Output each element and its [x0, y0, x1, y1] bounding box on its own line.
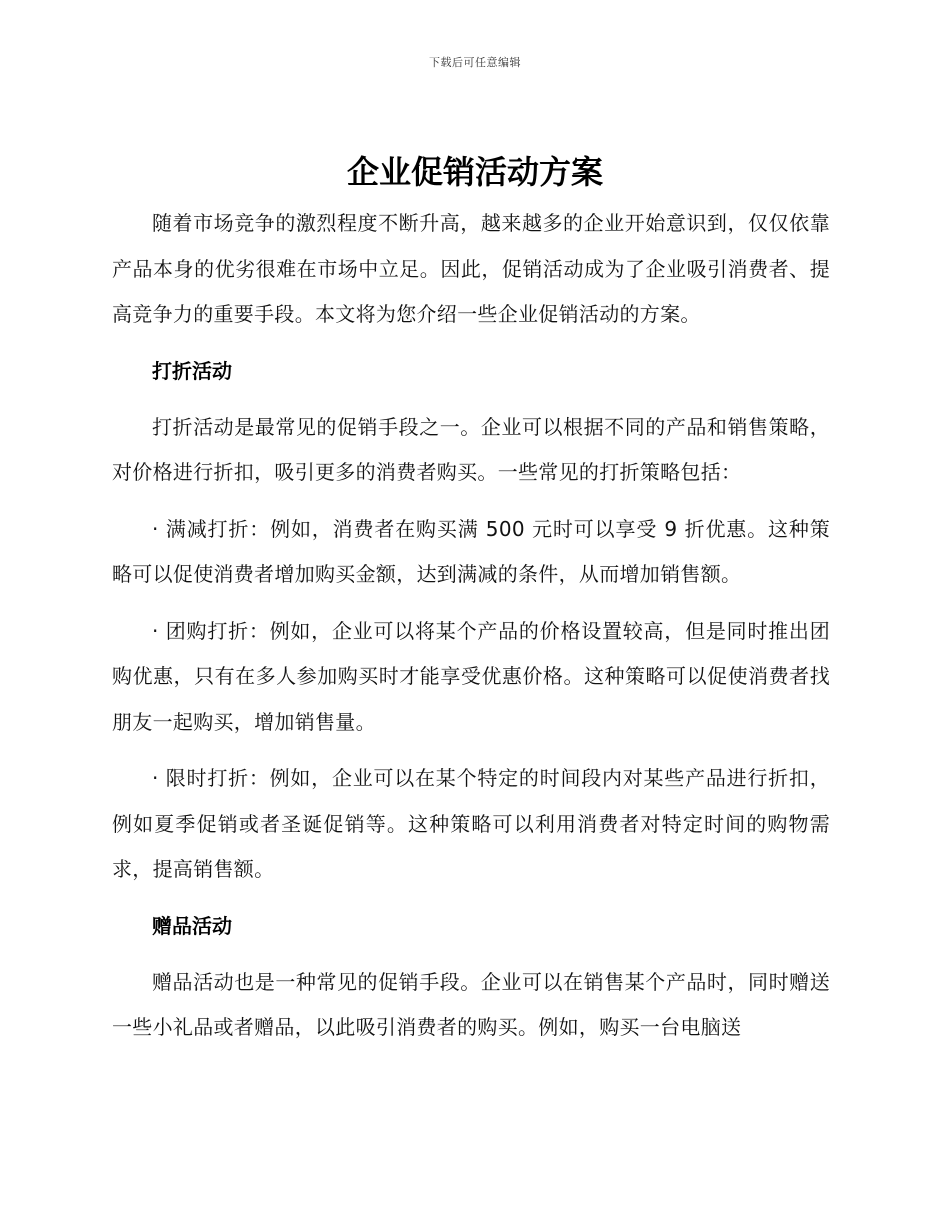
list-item: · 团购打折：例如，企业可以将某个产品的价格设置较高，但是同时推出团购优惠，只有在多人参加购买时才能享受优惠价格。这种策略可以促使消费者找朋友一起购买，增加销售量。 — [112, 618, 830, 734]
document-body — [112, 201, 830, 1062]
section-heading: 打折活动 — [152, 358, 232, 383]
section-discount — [112, 349, 830, 893]
list-item: · 限时打折：例如，企业可以在某个特定的时间段内对某些产品进行折扣，例如夏季促销或者圣诞促销等。这种策略可以利用消费者对特定时间的购物需求，提高销售额。 — [112, 766, 830, 881]
section-paragraph: 赠品活动也是一种常见的促销手段。企业可以在销售某个产品时，同时赠送一些小礼品或者赠品，以此吸引消费者的购买。例如，购买一台电脑送 — [112, 969, 830, 1039]
document-title: 企业促销活动方案 — [346, 153, 603, 191]
list-item: · 满减打折：例如，消费者在购买满 500 元时可以享受 9 折优惠。这种策略可以促使消费者增加购买金额，达到满减的条件，从而增加销售额。 — [112, 516, 830, 586]
header-note: 下载后可任意编辑 — [429, 56, 521, 69]
section-gift — [112, 904, 830, 1051]
section-paragraph: 打折活动是最常见的促销手段之一。企业可以根据不同的产品和销售策略，对价格进行折扣，吸引更多的消费者购买。一些常见的打折策略包括： — [112, 414, 830, 484]
intro-paragraph: 随着市场竞争的激烈程度不断升高，越来越多的企业开始意识到，仅仅依靠产品本身的优劣很难在市场中立足。因此，促销活动成为了企业吸引消费者、提高竞争力的重要手段。本文将为您介绍一些企业促销活动的方案。 — [112, 211, 830, 326]
section-heading: 赠品活动 — [152, 913, 232, 938]
